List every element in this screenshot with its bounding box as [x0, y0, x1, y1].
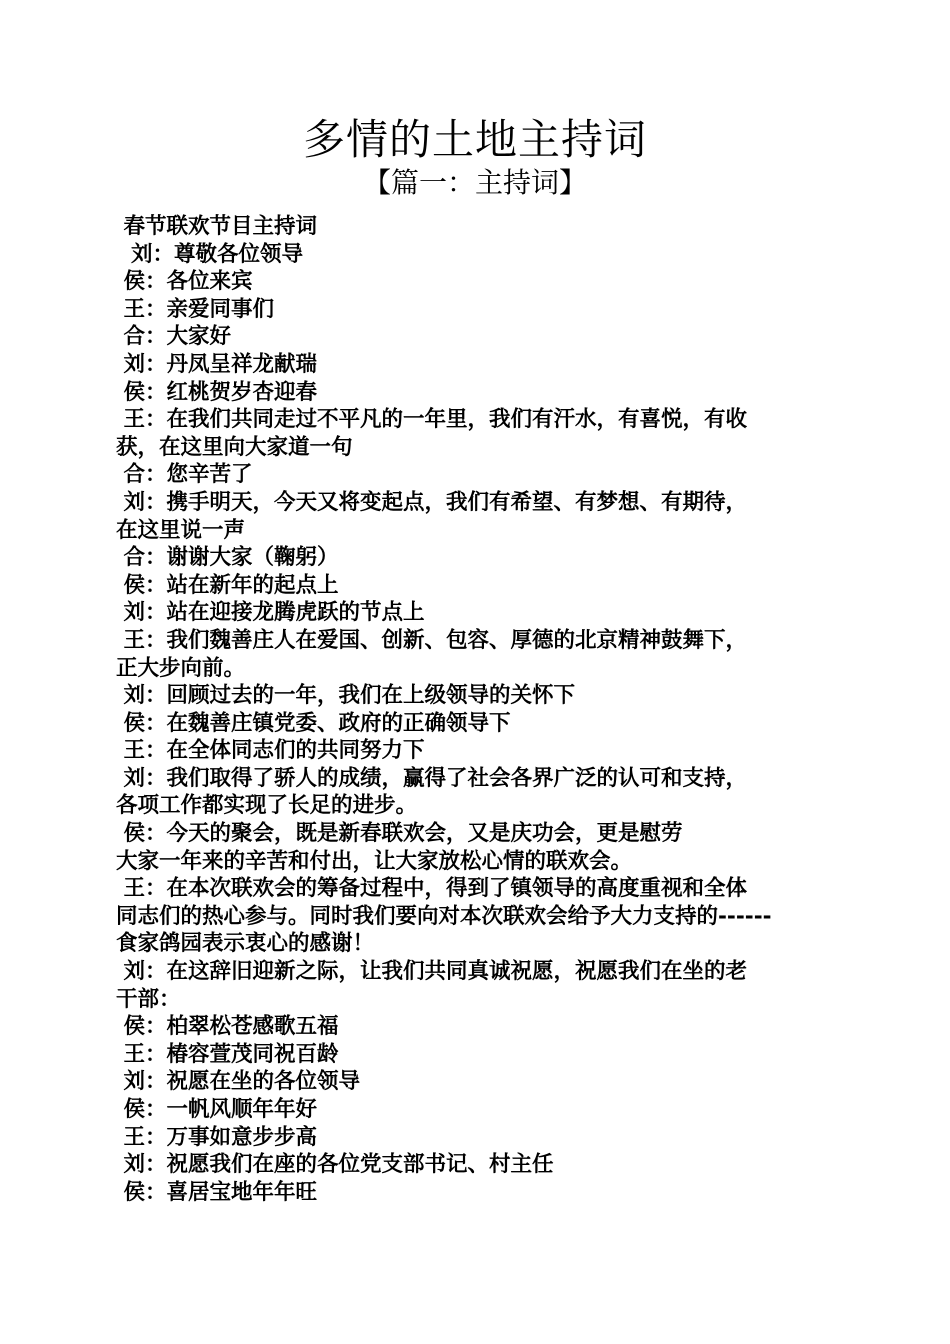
text-line: 刘：尊敬各位领导	[116, 241, 303, 267]
text-line: 王：在全体同志们的共同努力下	[116, 738, 425, 764]
text-line: 各项工作都实现了长足的进步。	[116, 793, 418, 819]
text-line: 刘：我们取得了骄人的成绩，赢得了社会各界广泛的认可和支持，	[116, 765, 747, 791]
text-line: 王：在我们共同走过不平凡的一年里，我们有汗水，有喜悦，有收	[116, 407, 747, 433]
text-line: 王：椿容萱茂同祝百龄	[116, 1041, 339, 1067]
text-line: 在这里说一声	[116, 517, 246, 543]
text-line: 干部：	[116, 986, 181, 1012]
text-line: 大家一年来的辛苦和付出，让大家放松心情的联欢会。	[116, 848, 633, 874]
text-line: 合：大家好	[116, 324, 231, 350]
text-line: 侯：红桃贺岁杏迎春	[116, 379, 317, 405]
text-line: 刘：携手明天，今天又将变起点，我们有希望、有梦想、有期待，	[116, 489, 747, 515]
text-line: 侯：今天的聚会，既是新春联欢会，又是庆功会，更是慰劳	[116, 821, 683, 847]
text-line: 刘：祝愿在坐的各位领导	[116, 1069, 360, 1095]
text-line: 王：万事如意步步高	[116, 1124, 317, 1150]
document-body	[116, 213, 836, 1206]
text-line: 王：我们魏善庄人在爱国、创新、包容、厚德的北京精神鼓舞下，	[116, 627, 747, 653]
text-line: 食家鸽园表示衷心的感谢！	[116, 931, 375, 957]
text-line: 刘：丹凤呈祥龙献瑞	[116, 351, 317, 377]
text-line: 侯：柏翠松苍感歌五福	[116, 1014, 339, 1040]
text-line: 王：亲爱同事们	[116, 296, 274, 322]
text-line: 刘：站在迎接龙腾虎跃的节点上	[116, 600, 425, 626]
document-title: 多情的土地主持词	[302, 115, 647, 164]
text-line: 刘：回顾过去的一年，我们在上级领导的关怀下	[116, 683, 575, 709]
text-line: 侯：喜居宝地年年旺	[116, 1179, 317, 1205]
text-line: 获，在这里向大家道一句	[116, 434, 353, 460]
text-line: 合：您辛苦了	[116, 462, 253, 488]
text-line: 合：谢谢大家（鞠躬）	[116, 545, 339, 571]
text-line: 王：在本次联欢会的筹备过程中，得到了镇领导的高度重视和全体	[116, 876, 747, 902]
text-line: 侯：一帆风顺年年好	[116, 1097, 317, 1122]
text-line: 刘：在这辞旧迎新之际，让我们共同真诚祝愿，祝愿我们在坐的老	[116, 959, 747, 985]
text-line: 正大步向前。	[116, 655, 246, 681]
text-line: 侯：各位来宾	[116, 269, 253, 295]
document-subtitle: 【篇一：主持词】	[362, 166, 587, 199]
text-line: 同志们的热心参与。同时我们要向对本次联欢会给予大力支持的------	[116, 903, 772, 929]
text-line: 春节联欢节目主持词	[116, 214, 317, 239]
text-line: 侯：站在新年的起点上	[116, 572, 339, 598]
text-line: 刘：祝愿我们在座的各位党支部书记、村主任	[116, 1152, 554, 1178]
text-line: 侯：在魏善庄镇党委、政府的正确领导下	[116, 710, 511, 736]
